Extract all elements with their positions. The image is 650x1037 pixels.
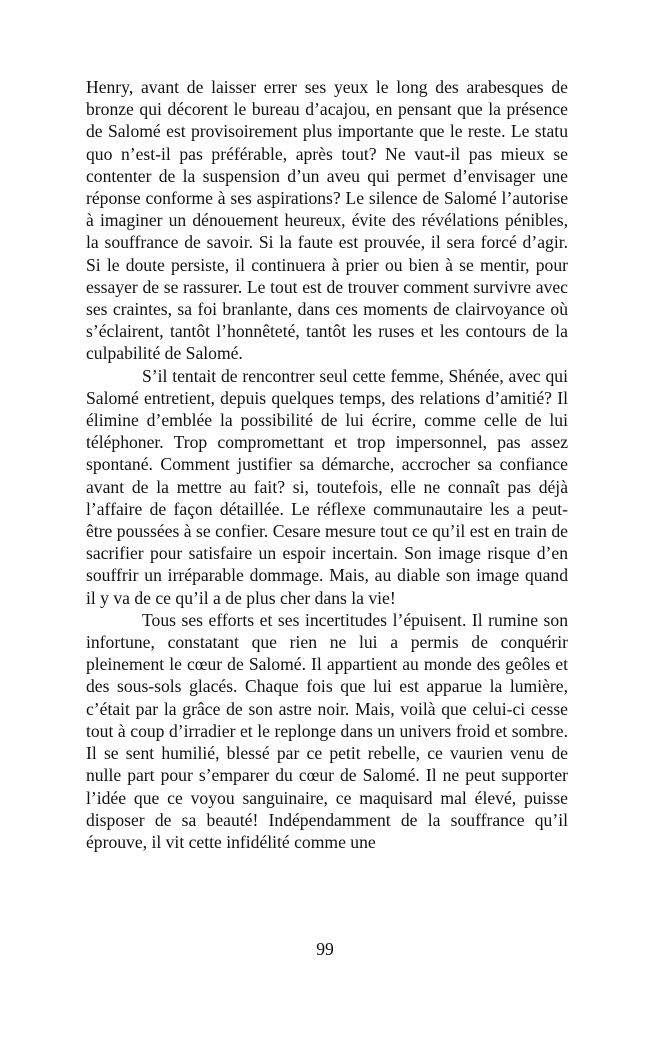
- paragraph-1: Henry, avant de laisser errer ses yeux le long des arabesques de bronze qui décorent le bureau d’acajou, en pensant que la présence de Salomé est provisoirement plus importante que le reste. Le statu quo n’est-il pas préférable, après tout? Ne vaut-il pas mieux se contenter de la suspension d’un aveu qui permet d’envisager une réponse conforme à ses aspirations? Le silence de Salomé l’autorise à imaginer un dénouement heureux, évite des révélations pénibles, la souffrance de savoir. Si la faute est prouvée, il sera forcé d’agir. Si le doute persiste, il continuera à prier ou bien à se mentir, pour essayer de se rassurer. Le tout est de trouver comment survivre avec ses craintes, sa foi branlante, dans ces moments de clairvoyance où s’éclairent, tantôt l’honnêteté, tantôt les ruses et les contours de la culpabilité de Salomé.: [86, 77, 568, 364]
- book-page-body: [86, 76, 568, 853]
- page-number: 99: [316, 939, 334, 959]
- paragraph-2: S’il tentait de rencontrer seul cette femme, Shénée, avec qui Salomé entretient, depuis quelques temps, des relations d’amitié? Il élimine d’emblée la possibilité de lui écrire, comme celle de lui téléphoner. Trop compromettant et trop impersonnel, pas assez spontané. Comment justifier sa démarche, accrocher sa confiance avant de la mettre au fait? si, toutefois, elle ne connaît pas déjà l’affaire de façon détaillée. Le réflexe communautaire les a peut-être poussées à se confier. Cesare mesure tout ce qu’il est en train de sacrifier pour satisfaire un espoir incertain. Son image risque d’en souffrir un irréparable dommage. Mais, au diable son image quand il y va de ce qu’il a de plus cher dans la vie!: [86, 365, 568, 608]
- paragraph-3: Tous ses efforts et ses incertitudes l’épuisent. Il rumine son infortune, constatant que rien ne lui a permis de conquérir pleinement le cœur de Salomé. Il appartient au monde des geôles et des sous-sols glacés. Chaque fois que lui est apparue la lumière, c’était par la grâce de son astre noir. Mais, voilà que celui-ci cesse tout à coup d’irradier et le replonge dans un univers froid et sombre. Il se sent humilié, blessé par ce petit rebelle, ce vaurien venu de nulle part pour s’emparer du cœur de Salomé. Il ne peut supporter l’idée que ce voyou sanguinaire, ce maquisard mal élevé, puisse disposer de sa beauté! Indépendamment de la souffrance qu’il éprouve, il vit cette infidélité comme une: [86, 609, 568, 852]
